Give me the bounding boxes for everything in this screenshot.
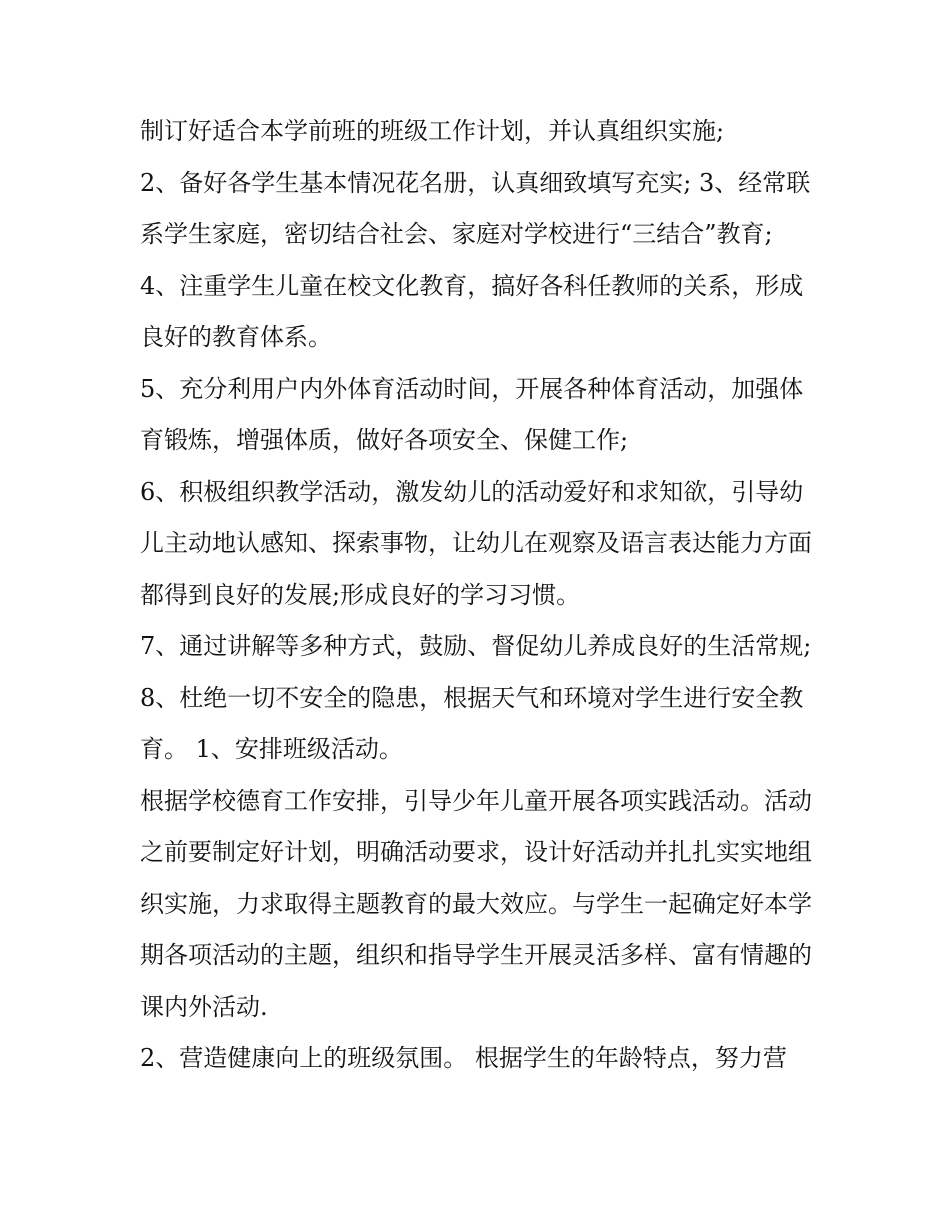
paragraph-8: 2、营造健康向上的班级氛围。 根据学生的年龄特点，努力营	[140, 1044, 787, 1072]
paragraph-2: 2、备好各学生基本情况花名册，认真细致填写充实; 3、经常联系学生家庭，密切结合社会、家庭对学校进行“三结合”教育;	[140, 168, 811, 248]
document-body	[140, 106, 820, 1085]
paragraph-5: 6、积极组织教学活动，激发幼儿的活动爱好和求知欲，引导幼儿主动地认感知、探索事物，让幼儿在观察及语言表达能力方面都得到良好的发展;形成良好的学习习惯。	[140, 477, 812, 609]
paragraph-7: 根据学校德育工作安排，引导少年儿童开展各项实践活动。活动之前要制定好计划，明确活动要求，设计好活动并扎扎实实地组织实施，力求取得主题教育的最大效应。与学生一起确定好本学期各项活动的主题，组织和指导学生开展灵活多样、富有情趣的课内外活动.	[140, 786, 812, 1021]
paragraph-3: 4、注重学生儿童在校文化教育，搞好各科任教师的关系，形成良好的教育体系。	[140, 271, 804, 351]
paragraph-6: 7、通过讲解等多种方式，鼓励、督促幼儿养成良好的生活常规; 8、杜绝一切不安全的隐患，根据天气和环境对学生进行安全教育。 1、安排班级活动。	[140, 632, 812, 763]
paragraph-4: 5、充分利用户内外体育活动时间，开展各种体育活动，加强体育锻炼，增强体质，做好各项安全、保健工作;	[140, 374, 804, 454]
paragraph-1: 制订好适合本学前班的班级工作计划，并认真组织实施;	[140, 117, 725, 145]
